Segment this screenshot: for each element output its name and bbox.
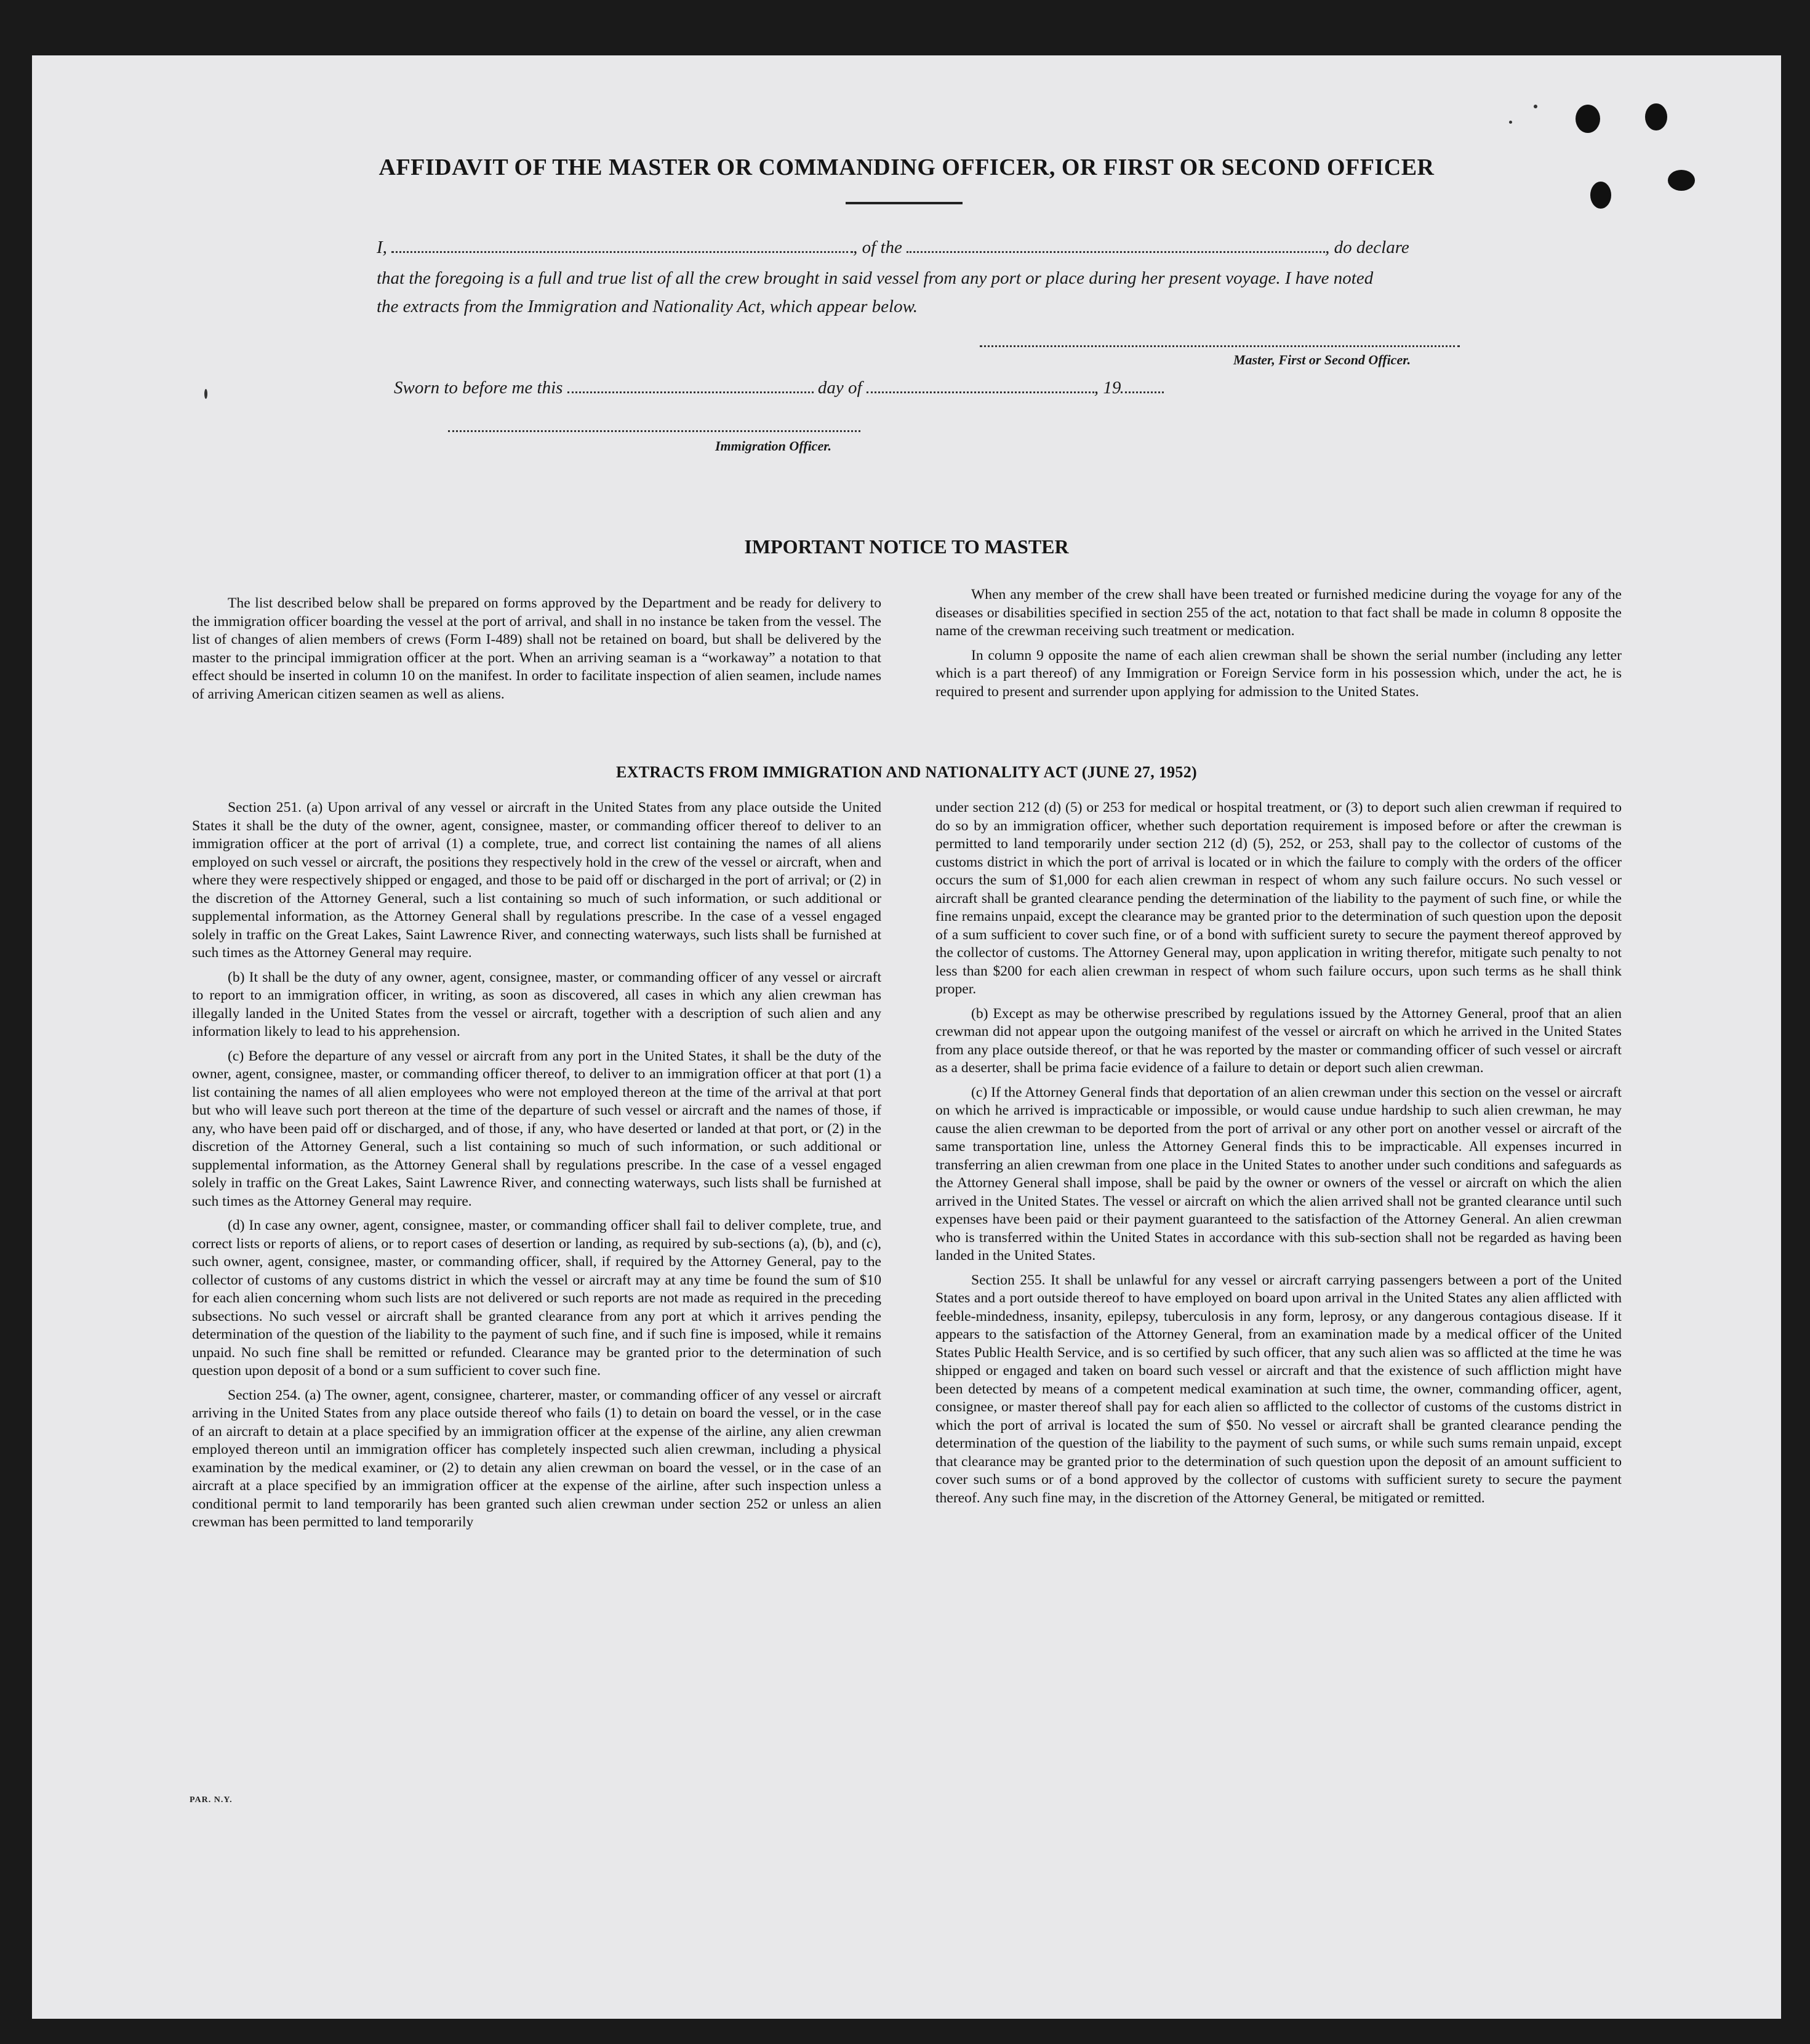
- declaration-line-2: that the foregoing is a full and true list of all the crew brought in said vessel from any port or place during her present voyage. I have noted: [377, 268, 1374, 288]
- extracts-left-column: [192, 799, 881, 1538]
- notice-right-paragraph-1: When any member of the crew shall have been treated or furnished medicine during the voyage for any of the diseases or disabilities specified in section 255 of the act, notation to that fact shall be made in column 8 opposite the name of the crewman receiving such treatment or medication.: [935, 587, 1622, 639]
- speck-mark: [1534, 105, 1537, 108]
- extracts-right-column: [935, 799, 1622, 1513]
- immigration-officer-signature-line[interactable]: [448, 428, 860, 432]
- sworn-prefix-label: Sworn to before me this: [394, 378, 563, 398]
- section-254-c: (c) If the Attorney General finds that deportation of an alien crewman under this section on the vessel or aircraft on which he arrived is impracticable or impossible, or would cause undue hardship to such alien crewman, he may cause the alien crewman to be deported from the port of arrival or any other port on another vessel or aircraft of the same transportation line, unless the Attorney General finds this to be impracticable. All expenses incurred in transferring an alien crewman from one place in the United States to another under such conditions and safeguards as the Attorney General shall impose, shall be paid by the owner or owners of the vessel or aircraft on which the alien arrived in the United States. The vessel or aircraft on which the alien arrived shall not be granted clearance until such expenses have been paid or their payment guaranteed to the satisfaction of the Attorney General. An alien crewman who is transferred within the United States in accordance with this sub-section shall not be regarded as having been landed in the United States.: [935, 1084, 1622, 1264]
- sworn-line: [394, 378, 1164, 398]
- section-254-a: Section 254. (a) The owner, agent, consignee, charterer, master, or commanding officer of any vessel or aircraft arriving in the United States from any place outside thereof who fails (1) to detain on board the vessel, or in the case of an aircraft to detain at a place specified by an immigration officer at the expense of the airline, any alien crewman employed thereon until an immigration officer has completely inspected such alien crewman, including a physical examination by the medical examiner, or (2) to detain any alien crewman on board the vessel, or in the case of an aircraft at a place specified by an immigration officer at the expense of the airline, after such inspection unless a conditional permit to land temporarily has been granted such alien crewman under section 252 or unless an alien crewman has been permitted to land temporarily: [192, 1387, 881, 1530]
- notice-right-column: [935, 586, 1622, 707]
- punch-hole-mark: [1645, 103, 1667, 130]
- declaration-line-1: [377, 238, 1409, 258]
- section-251-a: Section 251. (a) Upon arrival of any vessel or aircraft in the United States from any place outside the United States it shall be the duty of the owner, agent, consignee, master, or commanding officer thereof to deliver to an immigration officer at the port of arrival (1) a complete, true, and correct list containing the names of all aliens employed on such vessel or aircraft, the positions they respectively hold in the crew of the vessel or aircraft, when and where they were respectively shipped or engaged, and those to be paid off or discharged in the port of arrival; or (2) in the discretion of the Attorney General, such a list containing so much of such information, or such additional or supplemental information, as the Attorney General shall by regulations prescribe. In the case of a vessel engaged solely in traffic on the Great Lakes, Saint Lawrence River, and connecting waterways, such lists shall be furnished at such times as the Attorney General may require.: [192, 800, 881, 961]
- master-signature-label: Master, First or Second Officer.: [1233, 352, 1411, 367]
- affidavit-title: AFFIDAVIT OF THE MASTER OR COMMANDING OFFICER, OR FIRST OR SECOND OFFICER: [378, 154, 1435, 180]
- document-page: [32, 55, 1781, 2019]
- section-251-d: (d) In case any owner, agent, consignee, master, or commanding officer shall fail to deliver complete, true, and correct lists or reports of aliens, or to report cases of desertion or landing, as required by sub-sections (a), (b), and (c), such owner, agent, consignee, master, or commanding officer, shall, if required by the Attorney General, pay to the collector of customs of any customs district in which the vessel or aircraft may at any time be found the sum of $10 for each alien concerning whom such lists are not delivered or such reports are not made as required in the preceding subsections. No such vessel or aircraft shall be granted clearance from any port at which it arrives pending the determination of the question of the liability to the payment of such fine, and if such fine is imposed, while it remains unpaid. No such fine shall be remitted or refunded. Clearance may be granted prior to the determination of such question upon deposit of a bond or a sum sufficient to cover such fine.: [192, 1217, 881, 1379]
- immigration-officer-label: Immigration Officer.: [715, 438, 832, 454]
- speck-mark: [1509, 121, 1512, 124]
- notice-right-paragraph-2: In column 9 opposite the name of each alien crewman shall be shown the serial number (including any letter which is a part thereof) of any Immigration or Foreign Service form in his possession which, under the act, he is required to present and surrender upon applying for admission to the United States.: [935, 647, 1622, 700]
- declaration-line-3: the extracts from the Immigration and Nationality Act, which appear below.: [377, 297, 918, 316]
- declare-of-the-label: , of the: [853, 238, 902, 257]
- sworn-year-field[interactable]: [1121, 380, 1164, 393]
- master-signature-line[interactable]: [980, 343, 1460, 347]
- title-rule: [846, 202, 963, 204]
- notice-title: IMPORTANT NOTICE TO MASTER: [744, 535, 1069, 558]
- vessel-name-field[interactable]: [907, 240, 1325, 253]
- section-254-b: (b) Except as may be otherwise prescribed by regulations issued by the Attorney General, proof that an alien crewman did not appear upon the outgoing manifest of the vessel or aircraft on which he arrived in the United States from any place outside thereof, or that he was reported by the master or commanding officer of such vessel or aircraft as a deserter, shall be prima facie evidence of a failure to detain or deport such alien crewman.: [935, 1005, 1622, 1076]
- sworn-day-of-label: day of: [817, 378, 862, 398]
- punch-hole-mark: [1590, 182, 1611, 209]
- declare-do-declare-label: , do declare: [1325, 238, 1409, 257]
- sworn-month-field[interactable]: [867, 380, 1094, 393]
- sworn-year-label: , 19: [1094, 378, 1121, 398]
- section-255: Section 255. It shall be unlawful for any vessel or aircraft carrying passengers between a port of the United States and a port outside thereof to have employed on board upon arrival in the United States any alien afflicted with feeble-mindedness, insanity, epilepsy, tuberculosis in any form, leprosy, or any dangerous contagious disease. If it appears to the satisfaction of the Attorney General, from an examination made by a medical officer of the United States Public Health Service, and is so certified by such officer, that any such alien was so afflicted at the time he was shipped or engaged and taken on board such vessel or aircraft and that the existence of such affliction might have been detected by means of a competent medical examination at such time, the owner, commanding officer, agent, consignee, or master thereof shall pay for each alien so afflicted to the collector of customs of the customs district in which the port of arrival is located the sum of $50. No vessel or aircraft shall be granted clearance pending the determination of the question of the liability to the payment of such sums, or while such sums remain unpaid, except that clearance may be granted prior to the determination of such question upon the deposit of an amount sufficient to cover such sums or of a bond approved by the collector of customs with sufficient surety to secure the payment thereof. Any such fine may, in the discretion of the Attorney General, be mitigated or remitted.: [935, 1272, 1622, 1506]
- section-251-b: (b) It shall be the duty of any owner, agent, consignee, master, or commanding officer of any vessel or aircraft to report to an immigration officer, in writing, as soon as discovered, all cases in which any alien crewman has illegally landed in the United States from the vessel or aircraft, together with a description of such alien and any information likely to lead to his apprehension.: [192, 969, 881, 1040]
- section-251-c: (c) Before the departure of any vessel or aircraft from any port in the United States, it shall be the duty of the owner, agent, consignee, master, or commanding officer thereof, to deliver to an immigration officer at that port (1) a list containing the names of all alien employees who were not employed thereon at the time of the arrival at that port but who will leave such port thereon at the time of the departure of such vessel or aircraft and the names of those, if any, who have been paid off or discharged, and of those, if any, who have deserted or landed at that port, or (2) in the discretion of the Attorney General, such a list containing so much of such information, or such additional or supplemental information, as the Attorney General shall by regulations prescribe. In the case of a vessel engaged solely in traffic on the Great Lakes, Saint Lawrence River, and connecting waterways, such lists shall be furnished at such times as the Attorney General may require.: [192, 1048, 881, 1209]
- notice-left-column: [192, 595, 881, 710]
- punch-hole-mark: [1576, 105, 1600, 133]
- printer-mark: PAR. N.Y.: [190, 1795, 233, 1805]
- extracts-title: EXTRACTS FROM IMMIGRATION AND NATIONALITY ACT (JUNE 27, 1952): [615, 763, 1197, 781]
- declare-i-label: I,: [377, 238, 387, 257]
- speck-mark: [204, 389, 207, 399]
- notice-left-paragraph: The list described below shall be prepared on forms approved by the Department and be ready for delivery to the immigration officer boarding the vessel at the port of arrival, and shall in no instance be taken from the vessel. The list of changes of alien members of crews (Form I-489) shall not be retained on board, but shall be delivered by the master to the principal immigration officer at the port. When an arriving seaman is a “workaway” a notation to that effect should be inserted in column 10 on the manifest. In order to facilitate inspection of alien seamen, include names of arriving American citizen seamen as well as aliens.: [192, 595, 881, 702]
- officer-name-field[interactable]: [391, 240, 853, 253]
- section-254-a-continued: under section 212 (d) (5) or 253 for medical or hospital treatment, or (3) to deport such alien crewman if required to do so by an immigration officer, whether such deportation requirement is imposed before or after the crewman is permitted to land temporarily under section 212 (d) (5), 252, or 253, shall pay to the collector of customs of the customs district in which the port of arrival is located or in which the failure to comply with the orders of the officer occurs the sum of $1,000 for each alien crewman in respect of whom any such failure occurs. No such vessel or aircraft shall be granted clearance pending the determination of the liability to the payment of such fine, or while the fine remains unpaid, except the clearance may be granted prior to the determination of such question upon the deposit of a sum sufficient to cover such fine, or of a bond with sufficient surety to secure the payment thereof approved by the collector of customs. The Attorney General may, upon application in writing therefor, mitigate such penalty to not less than $200 for each alien crewman in respect of whom such failure occurs, upon such terms as he shall think proper.: [935, 800, 1622, 997]
- sworn-day-field[interactable]: [567, 380, 814, 393]
